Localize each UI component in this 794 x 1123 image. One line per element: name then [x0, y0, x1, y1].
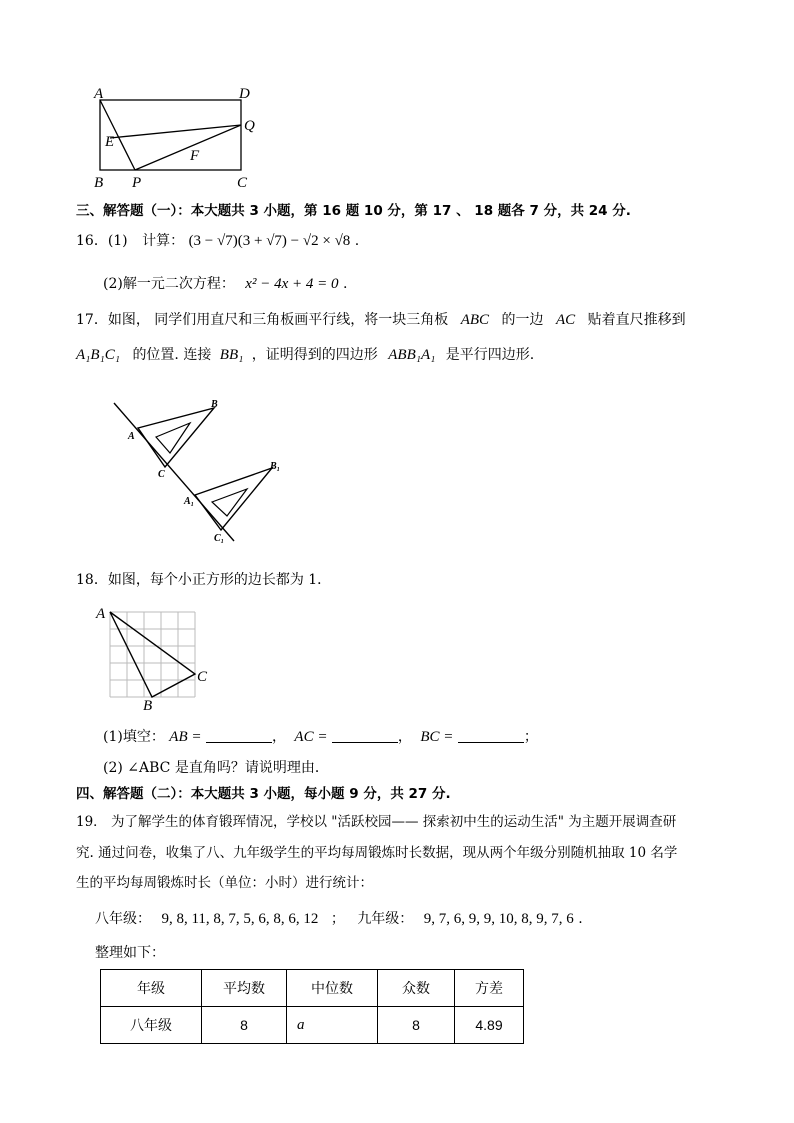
q18-bc-blank[interactable] [458, 728, 524, 743]
table-header: 年级 [101, 970, 202, 1007]
q17-math-ac: AC [555, 312, 576, 328]
q17-math-abc: ABC [460, 312, 490, 328]
triangle-abc [138, 408, 214, 467]
label-b: B [94, 175, 104, 191]
q16-p2-equation: x² − 4x + 4 = 0 [245, 276, 339, 292]
tri-label-c1: C₁ [214, 533, 225, 544]
grade9-data: 9, 7, 6, 9, 9, 10, 8, 9, 7, 6 [423, 911, 574, 927]
q16-part1 [76, 231, 359, 251]
rect-abcd [100, 100, 241, 170]
grade8-label: 八年级： [95, 911, 151, 927]
grid-label-a: A [96, 606, 106, 622]
label-q: Q [244, 118, 255, 134]
table-cell: 8 [202, 1007, 287, 1044]
q17-line2 [76, 345, 534, 365]
stats-table [100, 969, 524, 1044]
grid-lines [110, 612, 195, 697]
table-header: 方差 [455, 970, 524, 1007]
triangle-ruler-figure [110, 395, 300, 547]
q17-line1 [76, 310, 686, 330]
q16-p2-text: (2)解一元二次方程： [103, 276, 235, 292]
grade9-end: . [578, 911, 583, 927]
grid-label-b: B [143, 698, 153, 714]
grid-label-c: C [197, 669, 208, 685]
triangle-a1b1c1-inner [212, 489, 247, 516]
q18-part1 [103, 727, 538, 747]
rectangle-figure [88, 82, 268, 194]
q19-line2: 究. 通过问卷，收集了八、九年级学生的平均每周锻炼时长数据，现从两个年级分别随机抽取 10 名学 [76, 845, 678, 861]
triangle-a1b1c1 [195, 468, 272, 530]
q18-part2: (2) ∠ABC 是直角吗？请说明理由． [103, 760, 329, 776]
tri-label-a: A [128, 431, 135, 442]
q19-line3: 生的平均每周锻炼时长（单位：小时）进行统计： [76, 875, 373, 891]
q16-part2 [103, 274, 347, 294]
label-e: E [105, 134, 115, 150]
table-cell: 4.89 [455, 1007, 524, 1044]
q17-text-e: ，证明得到的四边形 [251, 347, 378, 363]
tri-label-a1: A₁ [184, 496, 195, 507]
label-p: P [132, 175, 142, 191]
q19-data-line [95, 909, 583, 929]
tri-label-b: B [211, 399, 218, 410]
table-header: 平均数 [202, 970, 287, 1007]
q16-num: 16．(1) [76, 233, 128, 249]
table-header-row [101, 970, 524, 1007]
q17-text-c: 贴着直尺推移到 [587, 312, 686, 328]
grade8-data: 9, 8, 11, 8, 7, 5, 6, 8, 6, 12 [161, 911, 319, 927]
table-header: 众数 [378, 970, 455, 1007]
q16-p1-expression: (3 − √7)(3 + √7) − √2 × √8 [188, 233, 351, 249]
q17-math-abb1a1: ABB₁A₁ [388, 347, 436, 363]
q18-bc-label: BC = [420, 729, 454, 745]
table-cell: 八年级 [101, 1007, 202, 1044]
ruler-line [114, 403, 234, 541]
q16-p1-text: 计算： [142, 233, 185, 249]
q18-stem: 18．如图，每个小正方形的边长都为 1． [76, 572, 332, 588]
label-a: A [94, 86, 104, 102]
tri-label-b1: B₁ [270, 461, 281, 472]
q17-text-b: 的一边 [501, 312, 544, 328]
q18-sep1: ， [271, 729, 286, 745]
table-cell: 8 [378, 1007, 455, 1044]
segment-pq [135, 125, 241, 170]
q18-sep2: ， [397, 729, 412, 745]
q18-p1-label: (1)填空： [103, 729, 165, 745]
data-separator: ； [330, 911, 345, 927]
grid-figure [92, 602, 222, 714]
section-3-heading: 三、解答题（一）：本大题共 3 小题，第 16 题 10 分，第 17 、 18 题各 7 分，共 24 分. [76, 203, 631, 219]
table-row [101, 1007, 524, 1044]
q18-ab-label: AB = [169, 729, 202, 745]
q18-ab-blank[interactable] [206, 728, 272, 743]
q16-p2-end: . [342, 276, 348, 292]
triangle-abc-inner [156, 423, 190, 453]
q17-text-a: 17．如图， 同学们用直尺和三角板画平行线，将一块三角板 [76, 312, 449, 328]
q19-line1: 19． 为了解学生的体育锻珲情况，学校以 "活跃校园—— 探索初中生的运动生活" 为主题开展调查研 [76, 814, 677, 830]
q17-math-a1b1c1: A₁B₁C₁ [76, 347, 120, 363]
label-f: F [190, 148, 200, 164]
q16-p1-end: . [354, 233, 360, 249]
label-c: C [237, 175, 248, 191]
segment-eq [110, 125, 241, 138]
grade9-label: 九年级： [357, 911, 414, 927]
q17-text-d: 的位置. 连接 [132, 347, 212, 363]
q18-ac-label: AC = [294, 729, 328, 745]
section-4-heading: 四、解答题（二）：本大题共 3 小题，每小题 9 分，共 27 分. [76, 786, 451, 802]
q18-ac-blank[interactable] [332, 728, 398, 743]
q17-text-f: 是平行四边形. [445, 347, 535, 363]
table-cell: a [287, 1007, 378, 1044]
q19-organize: 整理如下： [95, 945, 165, 961]
tri-label-c: C [158, 469, 165, 480]
grid-triangle-abc [110, 612, 195, 697]
label-d: D [239, 86, 250, 102]
q18-p1-end: ； [523, 729, 538, 745]
table-header: 中位数 [287, 970, 378, 1007]
q17-math-bb1: BB₁ [219, 347, 244, 363]
